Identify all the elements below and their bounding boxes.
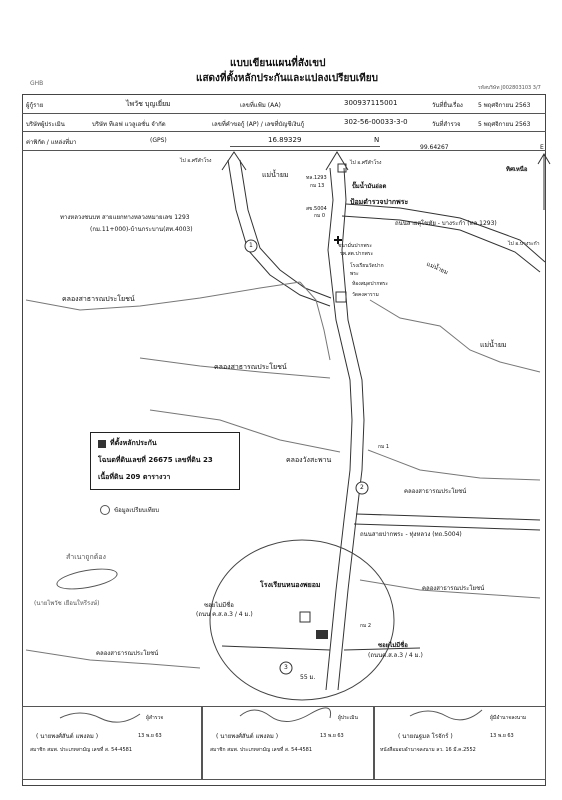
school2-label: โรงเรียนหนองพยอม — [260, 581, 321, 589]
arrow-north-road — [326, 152, 348, 170]
page-subtitle: แสดงที่ตั้งหลักประกันและแปลงเปรียบเทียบ — [196, 73, 378, 84]
legend-compare: ข้อมูลเปรียบเทียบ — [114, 507, 160, 514]
canal-bottom-label: คลองสาธารณประโยชน์ — [96, 650, 159, 657]
legend-collateral: ที่ตั้งหลักประกัน — [110, 439, 157, 447]
road-pakpra-label: ถนนสายปากพระ - ทุ่งหลวง (ทถ.5004) — [360, 531, 462, 538]
left-sig-label: ผู้สำรวจ — [146, 715, 164, 721]
right-sig-date: 13 พ.ย 63 — [490, 733, 514, 739]
distance-55m: 55 ม. — [300, 674, 316, 681]
lat-value: 16.89329 — [268, 136, 302, 144]
km-13: กม 13 — [310, 183, 325, 189]
km-1: กม 1 — [378, 444, 390, 450]
library-label: ห้องสมุดปากพระ — [352, 281, 389, 287]
collateral-plot — [316, 630, 328, 639]
certifier-name: (นายไพวัช เยือนใหรีรงษ์) — [34, 600, 100, 607]
gas-station-label: ปั๊มน้ำมันอ่อด — [352, 183, 387, 190]
survey-date-label: วันที่สำรวจ — [432, 121, 461, 128]
ap-label: เลขที่คำขอกู้ (AP) / เลขที่บัญชีเงินกู้ — [212, 121, 305, 128]
yom-river-top: แม่น้ำยม — [262, 171, 289, 179]
highway-sub: (กม.11+000)-บ้านกระบาน(สท.4003) — [90, 226, 193, 233]
route-marker-1: 1 — [249, 242, 253, 249]
to-srisamrong-left: ไป อ.ศรีสำโรง — [180, 158, 212, 164]
canal-left-label: คลองสาธารณประโยชน์ — [62, 295, 135, 303]
mid-sig-name: ( นายพงศ์สันต์ แพงลม ) — [216, 733, 279, 740]
hospital-label: ชนามั่นปากพระ — [338, 243, 373, 249]
legend-deed: โฉนดที่ดินเลขที่ 26675 เลขที่ดิน 23 — [98, 456, 213, 464]
ref-code: รหัสบริษัท J002803103 3/7 — [478, 85, 541, 91]
soi-left-line — [222, 646, 330, 650]
ghb-mark: GHB — [30, 80, 44, 87]
ap-value: 302-56-00033-3-0 — [344, 118, 408, 126]
right-sig-name: ( นายณฐมล โรจักร์ ) — [398, 733, 453, 740]
applicant-label: ผู้กู้ราย — [26, 102, 44, 109]
left-sig-license: สมาชิก สมพ. ประเภทสามัญ เลขที่ ส. 54-4581 — [30, 747, 133, 753]
arrow-north-left — [222, 152, 246, 170]
gps-value: (GPS) — [150, 137, 167, 144]
hospital-sub: รพ.สต.ปากพระ — [340, 251, 374, 257]
km-0: กม 0 — [314, 213, 326, 219]
east-road-north — [346, 204, 545, 262]
lon-value: 99.64267 — [420, 144, 449, 151]
lat-dir: N — [374, 136, 380, 144]
file-no-label: เลขที่แฟ้ม (AA) — [240, 102, 281, 109]
temple-label: วัดคงคาราม — [352, 292, 379, 298]
pakpra-road-n — [356, 514, 540, 520]
page-title: แบบเขียนแผนที่สังเขป — [230, 58, 326, 69]
canal-right-line — [368, 450, 540, 480]
km-2: กม 2 — [360, 623, 372, 629]
mid-sig-label: ผู้ประเมิน — [338, 715, 358, 721]
yom-river-mid: แม่น้ำยม — [425, 260, 450, 277]
soi-right-sub: (ถนนค.ส.ล.3 / 4 ม.) — [368, 652, 423, 659]
mid-sig-date: 13 พ.ย 63 — [320, 733, 344, 739]
north-label: ทิศเหนือ — [506, 166, 528, 173]
lon-dir: E — [540, 144, 544, 151]
legend-area: เนื้อที่ดิน 209 ตารางวา — [98, 473, 171, 481]
left-sig-date: 13 พ.ย 63 — [138, 733, 162, 739]
soi-right-label: ซอยไม่มีชื่อ — [378, 642, 408, 649]
canal-wangsapan-label: คลองวังสะพาน — [286, 456, 332, 464]
to-srisamrong-right: ไป อ.ศรีสำโรง — [350, 160, 382, 166]
mid-sig-license: สมาชิก สมพ. ประเภทสามัญ เลขที่ ส. 54-4581 — [210, 747, 313, 753]
appraiser-value: บริษัท ทีเอฟ แวลูเอชั่น จำกัด — [92, 121, 166, 128]
submit-date-value: 5 พฤศจิกายน 2563 — [478, 102, 531, 109]
canal-right2-label: คลองสาธารณประโยชน์ — [422, 585, 485, 592]
signature-left-box — [22, 706, 202, 780]
canal-mid-label: คลองสาธารณประโยชน์ — [214, 363, 287, 371]
police-box-label: ป้อมตำรวจปากพระ — [350, 198, 409, 206]
soi-left-label: ซอยไม่มีชื่อ — [204, 602, 234, 609]
sor5004: สข.5004 — [306, 206, 327, 212]
highway-label: ทางหลวงชนบท สายแยกทางหลวงหมายเลข 1293 — [60, 214, 190, 221]
right-sig-license: หนังสือมอบอำนาจลงนาม ลว. 16 มี.ค.2552 — [380, 747, 476, 753]
file-no-value: 300937115001 — [344, 99, 398, 107]
yom-river-right: แม่น้ำยม — [480, 341, 507, 349]
route-marker-3: 3 — [284, 664, 288, 671]
survey-date-value: 5 พฤศจิกายน 2563 — [478, 121, 531, 128]
appraiser-label: บริษัทผู้ประเมิน — [26, 121, 65, 128]
compare-symbol — [100, 505, 110, 515]
applicant-value: ไพวัช บุญเยี่ยม — [126, 100, 171, 108]
route-marker-2: 2 — [360, 484, 364, 491]
river-right — [370, 300, 540, 372]
soi-left-sub: (ถนน ค.ส.ล.3 / 4 ม.) — [196, 611, 253, 618]
river-bend — [300, 282, 330, 360]
road-east-label: ถนนสายสุโขทัย - บางระกำ (ทล.1293) — [395, 220, 497, 227]
left-sig-name: ( นายพงศ์สันต์ แพงลม ) — [36, 733, 99, 740]
submit-date-label: วันที่ยื่นเรื่อง — [432, 102, 463, 109]
right-sig-label: ผู้มีอำนาจลงนาม — [490, 715, 527, 721]
north-arrow — [538, 154, 550, 210]
km-1293: ทล.1293 — [306, 175, 327, 181]
copy-certified: สำเนาถูกต้อง — [66, 553, 106, 561]
school-label: โรงเรียนวัดปากพระ — [350, 263, 384, 277]
canal-right1-label: คลองสาธารณประโยชน์ — [404, 488, 467, 495]
to-bangrakam: ไป อ.บางระกำ — [508, 241, 540, 247]
coord-label: ค่าพิกัด / แหล่งที่มา — [26, 139, 77, 146]
